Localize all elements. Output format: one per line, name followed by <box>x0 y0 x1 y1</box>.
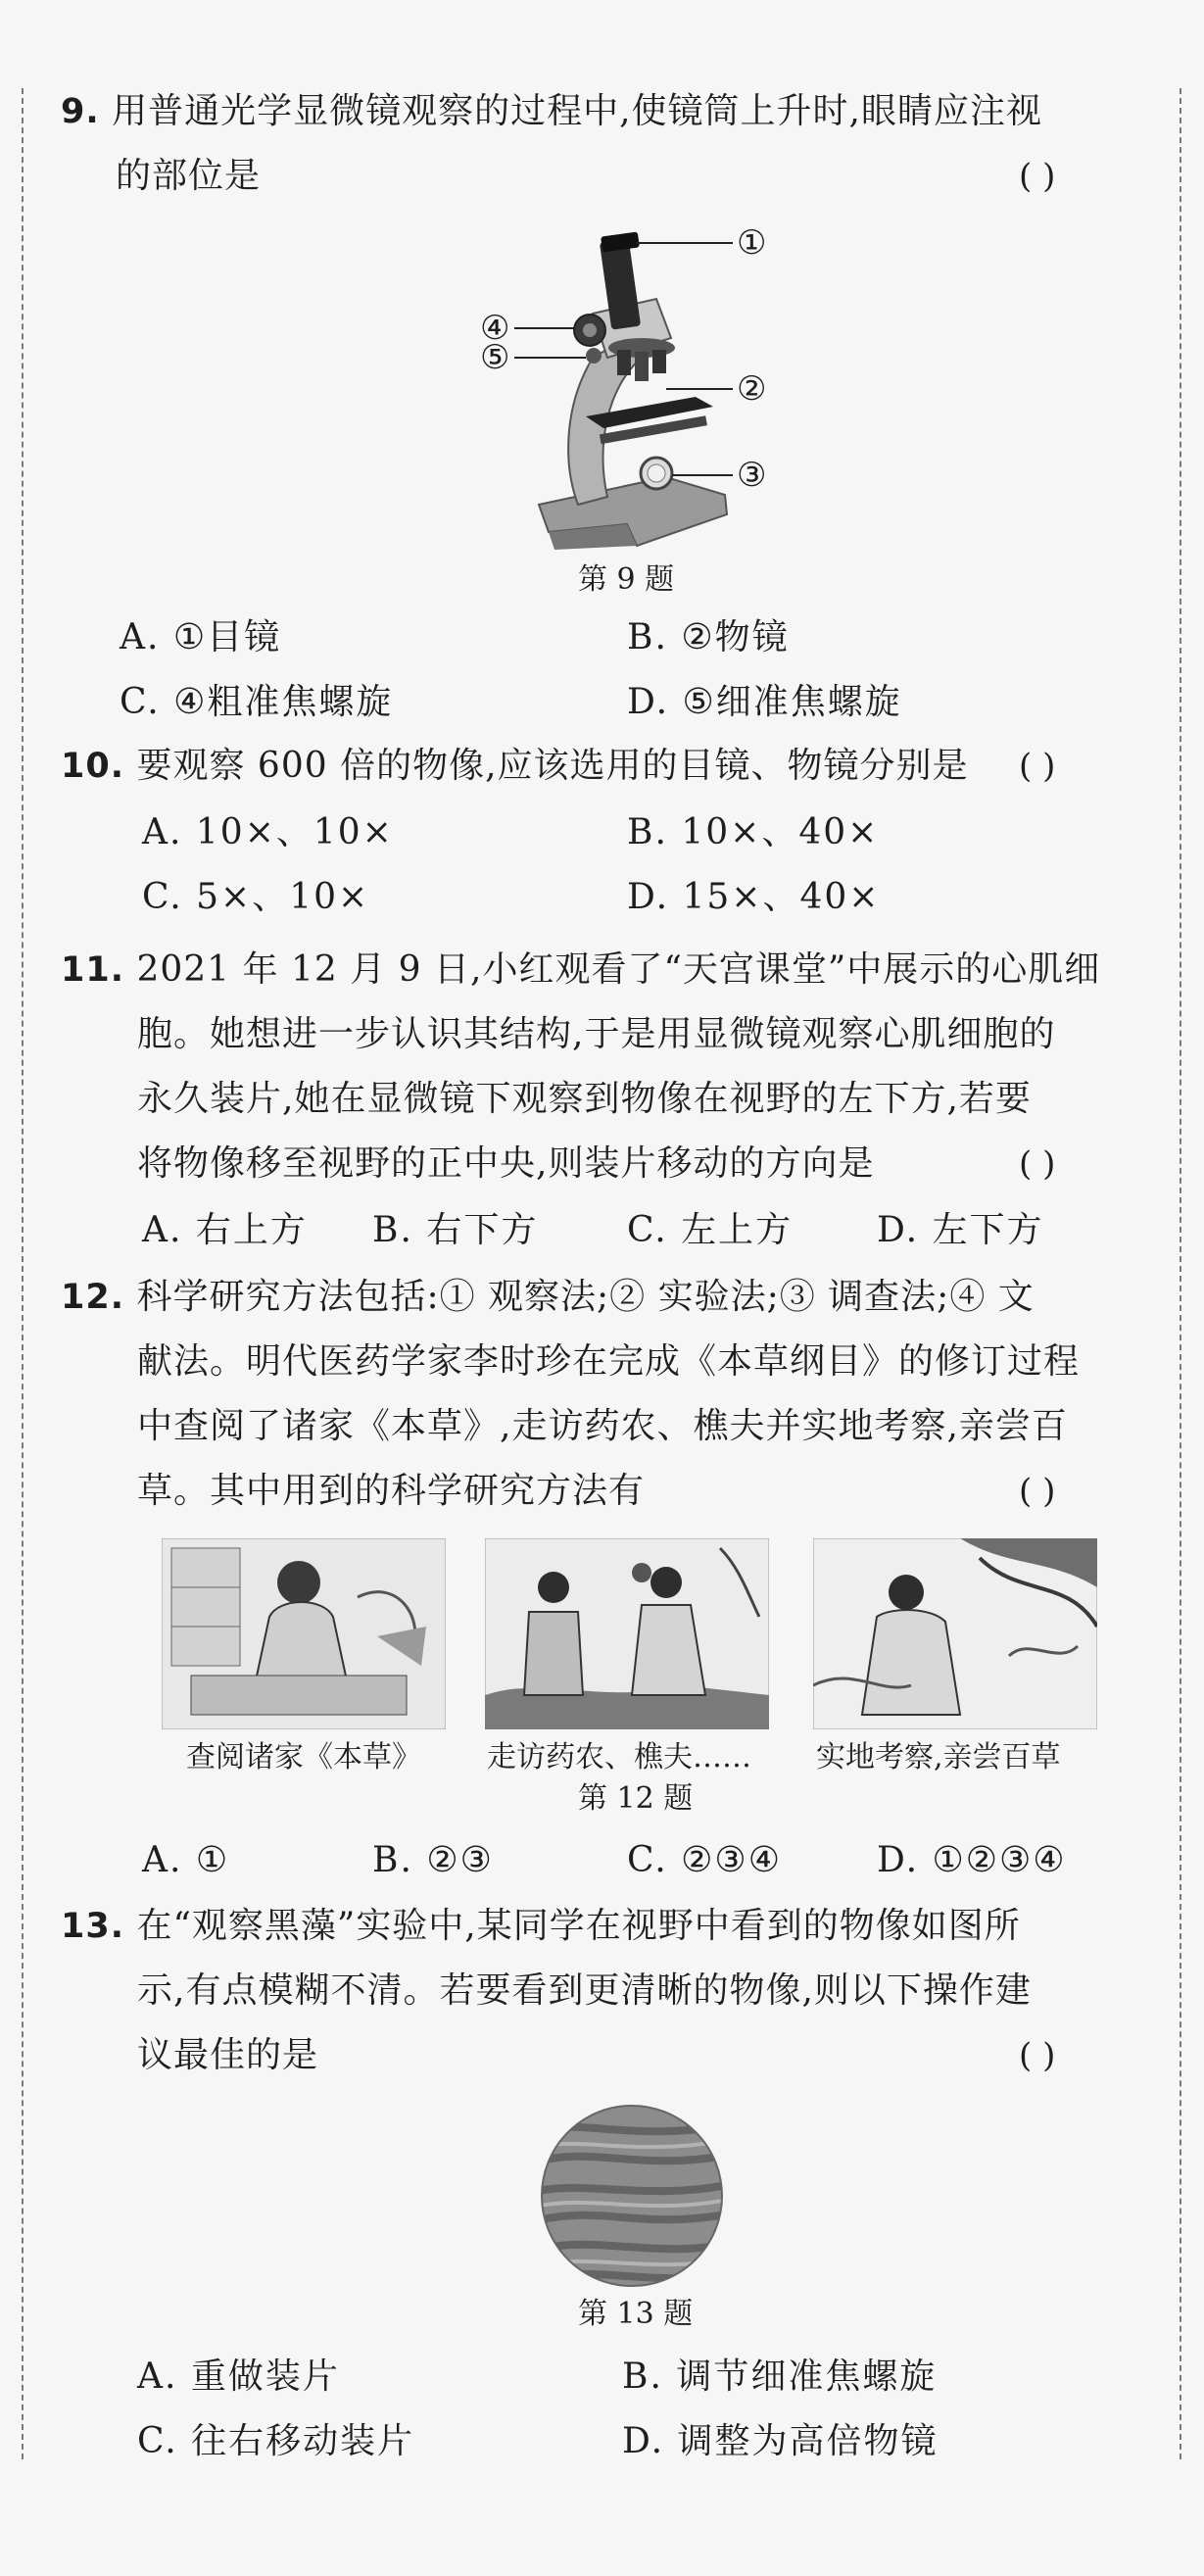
q11-option-a: A. 右上方 <box>142 1210 308 1250</box>
label-3-mirror: ③ <box>737 456 767 495</box>
q10-line1 <box>61 743 969 790</box>
q11-option-b: B. 右下方 <box>372 1210 539 1250</box>
q13-option-a: A. 重做装片 <box>137 2357 340 2397</box>
q10-option-d: D. 15×、40× <box>627 877 881 917</box>
q9-text-line1: 用普通光学显微镜观察的过程中,使镜筒上升时,眼睛应注视 <box>112 91 1042 131</box>
q12-image-consulting-books <box>162 1538 446 1729</box>
blurry-cell-view-illustration <box>541 2105 723 2287</box>
label-2-objective: ② <box>737 369 767 409</box>
scholar-reading-illustration <box>162 1538 446 1729</box>
q9-option-c: C. ④粗准焦螺旋 <box>120 682 394 722</box>
q9-option-b: B. ②物镜 <box>627 617 790 657</box>
q10-text-line1: 要观察 600 倍的物像,应该选用的目镜、物镜分别是 <box>136 746 969 786</box>
q10-option-b: B. 10×、40× <box>627 812 880 852</box>
q12-option-a: A. ① <box>142 1840 230 1880</box>
q9-answer-paren: ( ) <box>1019 157 1056 196</box>
q13-text-line3: 议最佳的是 <box>137 2035 319 2075</box>
q11-text-line2: 胞。她想进一步认识其结构,于是用显微镜观察心肌细胞的 <box>137 1014 1056 1054</box>
q9-option-d: D. ⑤细准焦螺旋 <box>627 682 902 722</box>
right-dashed-margin <box>1180 88 1181 2459</box>
q9-number: 9. <box>61 92 100 131</box>
q10-answer-paren: ( ) <box>1019 747 1056 786</box>
q13-option-c: C. 往右移动装片 <box>137 2421 415 2461</box>
q12-figure-caption: 第 12 题 <box>578 1781 694 1816</box>
q13-option-d: D. 调整为高倍物镜 <box>622 2421 939 2461</box>
q12-text-line4: 草。其中用到的科学研究方法有 <box>137 1471 646 1511</box>
q12-text-line3: 中查阅了诸家《本草》,走访药农、樵夫并实地考察,亲尝百 <box>137 1406 1068 1446</box>
q13-number: 13. <box>61 1907 125 1946</box>
q12-image-caption-3: 实地考察,亲尝百草 <box>816 1740 1061 1774</box>
q13-text-line1: 在“观察黑藻”实验中,某同学在视野中看到的物像如图所 <box>136 1906 1021 1946</box>
q9-option-a: A. ①目镜 <box>120 617 282 657</box>
q13-text-line2: 示,有点模糊不清。若要看到更清晰的物像,则以下操作建 <box>137 1970 1032 2011</box>
q10-number: 10. <box>61 747 125 786</box>
q12-option-b: B. ②③ <box>372 1840 494 1880</box>
q11-answer-paren: ( ) <box>1019 1144 1056 1184</box>
q9-figure-caption: 第 9 题 <box>578 562 675 597</box>
q12-text-line2: 献法。明代医药学家李时珍在完成《本草纲目》的修订过程 <box>137 1341 1081 1382</box>
q12-image-visiting-farmers <box>485 1538 769 1729</box>
q11-option-c: C. 左上方 <box>627 1210 794 1250</box>
q12-image-field-investigation <box>813 1538 1097 1729</box>
q11-text-line1: 2021 年 12 月 9 日,小红观看了“天宫课堂”中展示的心肌细 <box>136 949 1101 990</box>
q12-image-caption-2: 走访药农、樵夫…… <box>487 1740 751 1774</box>
q12-image-caption-1: 查阅诸家《本草》 <box>186 1740 421 1774</box>
q11-text-line3: 永久装片,她在显微镜下观察到物像在视野的左下方,若要 <box>137 1079 1032 1119</box>
label-4-coarse-knob: ④ <box>480 309 510 348</box>
label-1-eyepiece: ① <box>737 223 767 263</box>
q11-number: 11. <box>61 950 125 990</box>
q11-option-d: D. 左下方 <box>877 1210 1044 1250</box>
microscope-field-of-view-figure <box>541 2105 723 2287</box>
visiting-farmers-illustration <box>485 1538 769 1729</box>
left-dashed-margin <box>22 88 24 2459</box>
q13-line1 <box>61 1903 1021 1950</box>
q11-line1 <box>61 947 1100 994</box>
q12-text-line1: 科学研究方法包括:① 观察法;② 实验法;③ 调查法;④ 文 <box>136 1277 1035 1317</box>
q13-figure-caption: 第 13 题 <box>578 2297 694 2331</box>
q9-line1 <box>61 88 1042 135</box>
q10-option-c: C. 5×、10× <box>142 877 370 917</box>
q12-number: 12. <box>61 1278 125 1317</box>
q12-option-c: C. ②③④ <box>627 1840 782 1880</box>
q12-answer-paren: ( ) <box>1019 1472 1056 1511</box>
q13-answer-paren: ( ) <box>1019 2036 1056 2075</box>
q13-option-b: B. 调节细准焦螺旋 <box>622 2357 938 2397</box>
q11-text-line4: 将物像移至视野的正中央,则装片移动的方向是 <box>137 1143 875 1184</box>
q12-line1 <box>61 1274 1035 1321</box>
q10-option-a: A. 10×、10× <box>142 812 394 852</box>
q9-text-line2: 的部位是 <box>116 156 262 196</box>
q12-option-d: D. ①②③④ <box>877 1840 1067 1880</box>
label-5-fine-knob: ⑤ <box>480 338 510 377</box>
tasting-herbs-illustration <box>813 1538 1097 1729</box>
